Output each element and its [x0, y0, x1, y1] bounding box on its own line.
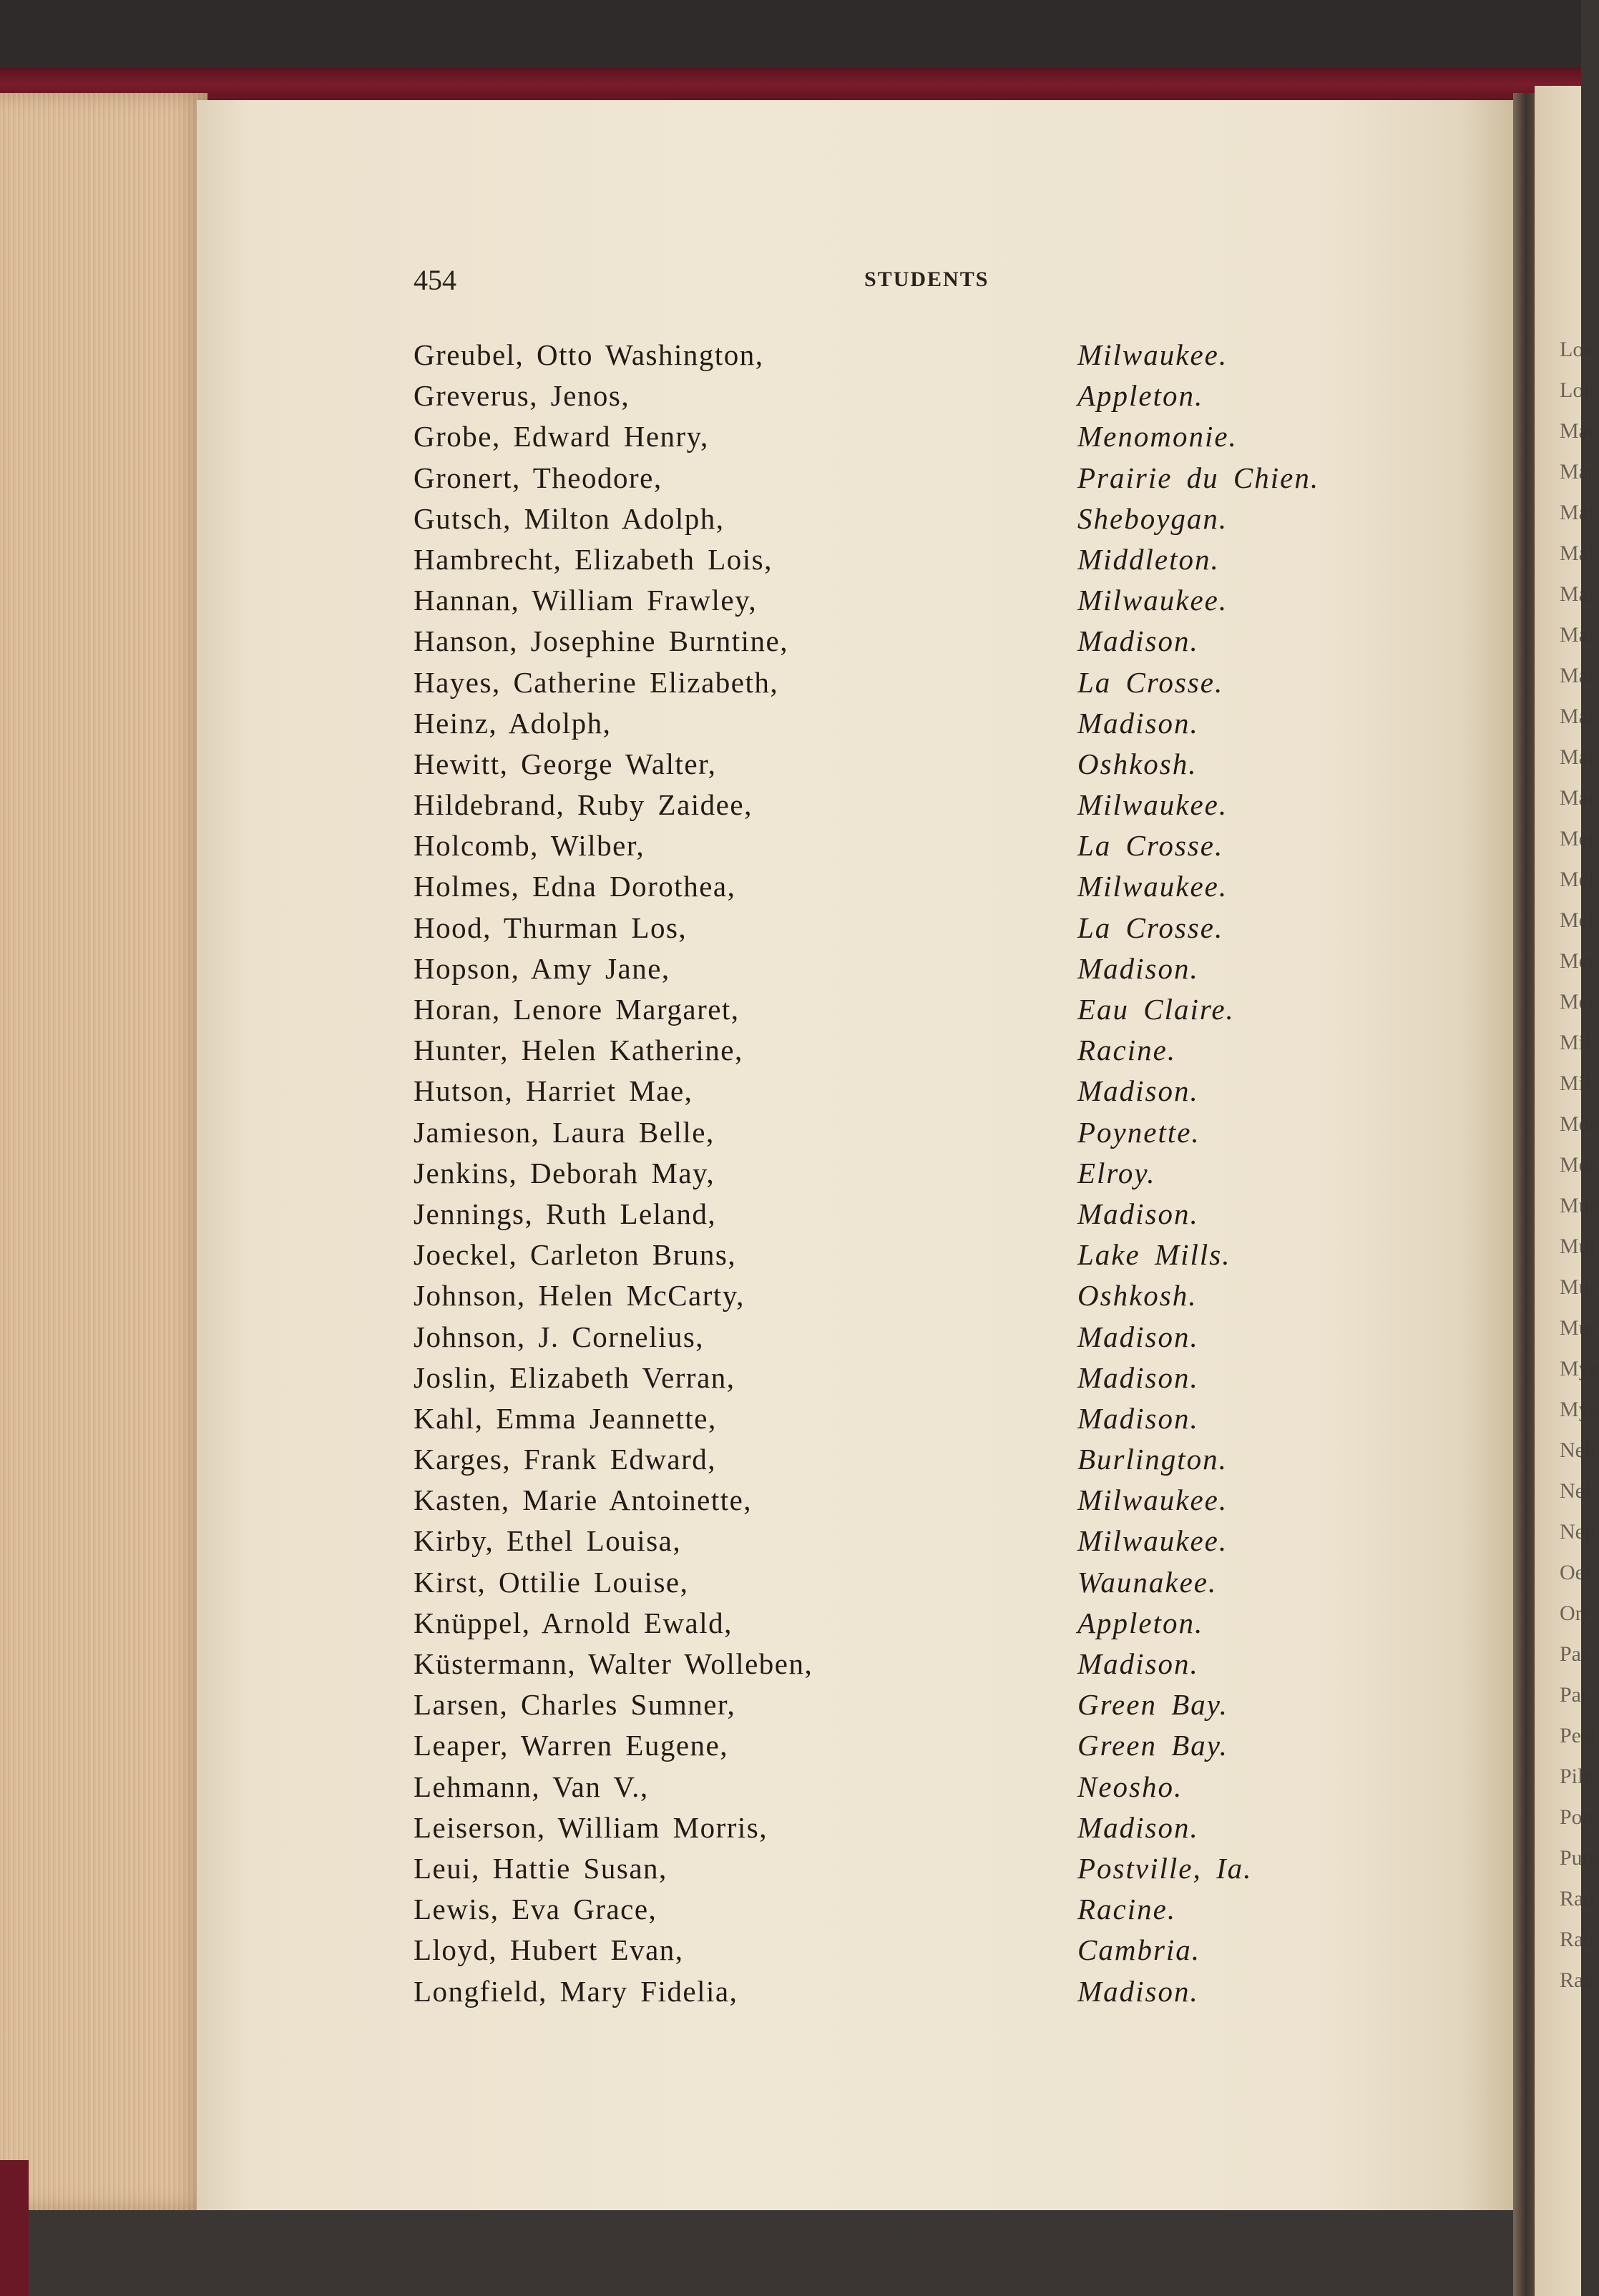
facing-page-fragment: Lou — [1560, 378, 1595, 402]
student-hometown: La Crosse. — [1077, 911, 1224, 944]
student-hometown: La Crosse. — [1077, 665, 1224, 699]
student-entry — [414, 583, 1429, 624]
facing-page-fragment: Mac — [1560, 419, 1598, 443]
student-entry — [414, 788, 1429, 828]
student-entry — [414, 542, 1429, 583]
facing-page-fragment: Los — [1560, 338, 1592, 361]
student-name: Larsen, Charles Sumner, — [414, 1688, 736, 1722]
student-name: Kirst, Ottilie Louise, — [414, 1565, 689, 1599]
facing-page-fragment: Mar — [1560, 582, 1595, 606]
facing-page-fragment: Mei — [1560, 827, 1595, 850]
facing-page-fragment: Mel — [1560, 868, 1595, 891]
student-hometown: Racine. — [1077, 1034, 1177, 1067]
student-entry — [414, 624, 1429, 664]
student-hometown: Milwaukee. — [1077, 788, 1228, 822]
facing-page-fragment: Orr — [1560, 1601, 1590, 1625]
student-name: Hutson, Harriet Mae, — [414, 1074, 693, 1108]
student-name: Joslin, Elizabeth Verran, — [414, 1360, 735, 1394]
facing-page-text-fragments — [1560, 329, 1599, 2001]
page-edges — [0, 93, 207, 2210]
student-name: Lewis, Eva Grace, — [414, 1893, 657, 1926]
student-entry — [414, 1933, 1429, 1973]
student-name: Holcomb, Wilber, — [414, 829, 645, 863]
student-name: Greverus, Jenos, — [414, 379, 630, 413]
student-hometown: Milwaukee. — [1077, 1483, 1228, 1517]
student-entry — [414, 1197, 1429, 1237]
student-entry — [414, 828, 1429, 869]
student-name: Hunter, Helen Katherine, — [414, 1034, 743, 1067]
facing-page-fragment: Mye — [1560, 1357, 1599, 1380]
student-entry — [414, 1606, 1429, 1647]
student-hometown: Appleton. — [1077, 1606, 1204, 1639]
facing-page-fragment: Mar — [1560, 705, 1595, 728]
student-name: Küstermann, Walter Wolleben, — [414, 1647, 813, 1680]
student-entry — [414, 747, 1429, 788]
student-entry — [414, 1892, 1429, 1933]
student-hometown: Madison. — [1077, 1401, 1199, 1435]
facing-page-fragment: Pesl — [1560, 1724, 1596, 1747]
student-name: Jenkins, Deborah May, — [414, 1156, 715, 1189]
student-entry — [414, 1237, 1429, 1278]
student-entry — [414, 1728, 1429, 1769]
student-entry — [414, 461, 1429, 501]
facing-page-fragment: Rah — [1560, 1928, 1595, 1951]
student-entry — [414, 1810, 1429, 1851]
student-entry — [414, 665, 1429, 706]
student-hometown: Madison. — [1077, 1320, 1199, 1353]
student-hometown: Postville, Ia. — [1077, 1851, 1253, 1885]
student-name: Jamieson, Laura Belle, — [414, 1115, 715, 1149]
student-name: Kirby, Ethel Louisa, — [414, 1524, 682, 1558]
student-hometown: Prairie du Chien. — [1077, 461, 1320, 494]
student-entry — [414, 1156, 1429, 1197]
student-hometown: Appleton. — [1077, 379, 1204, 413]
facing-page-fragment: Mer — [1560, 949, 1595, 973]
facing-page-fragment: Neb — [1560, 1438, 1595, 1462]
student-hometown: Burlington. — [1077, 1443, 1228, 1476]
student-hometown: Madison. — [1077, 951, 1199, 985]
student-name: Grobe, Edward Henry, — [414, 420, 709, 453]
facing-page-fragment: Mye — [1560, 1398, 1599, 1421]
running-head: STUDENTS — [864, 268, 989, 291]
student-name: Knüppel, Arnold Ewald, — [414, 1606, 733, 1639]
student-entry — [414, 1401, 1429, 1442]
student-hometown: Lake Mills. — [1077, 1238, 1231, 1272]
facing-page-fragment: Rad — [1560, 1887, 1595, 1910]
student-hometown: Madison. — [1077, 1074, 1199, 1108]
student-name: Holmes, Edna Dorothea, — [414, 870, 736, 903]
student-entry — [414, 378, 1429, 419]
student-hometown: Poynette. — [1077, 1115, 1201, 1149]
book-cover-edge — [0, 68, 1581, 104]
student-hometown: Middleton. — [1077, 542, 1220, 576]
student-hometown: Madison. — [1077, 1810, 1199, 1844]
facing-page-fragment: Mal — [1560, 541, 1595, 565]
student-hometown: Milwaukee. — [1077, 1524, 1228, 1558]
facing-page-fragment: Nel — [1560, 1479, 1591, 1503]
book-cover-corner — [0, 2160, 29, 2296]
student-entry — [414, 338, 1429, 378]
student-hometown: Sheboygan. — [1077, 501, 1228, 535]
facing-page-fragment: Mar — [1560, 623, 1595, 647]
student-name: Joeckel, Carleton Bruns, — [414, 1238, 737, 1272]
facing-page-fragment: Mat — [1560, 745, 1595, 769]
facing-page-fragment: Pop — [1560, 1805, 1593, 1829]
student-hometown: Madison. — [1077, 1647, 1199, 1680]
student-entry — [414, 501, 1429, 542]
student-name: Hambrecht, Elizabeth Lois, — [414, 542, 773, 576]
facing-page-fragment: Moe — [1560, 1112, 1599, 1136]
student-hometown: Madison. — [1077, 1974, 1199, 2008]
student-hometown: Madison. — [1077, 1360, 1199, 1394]
student-entry — [414, 951, 1429, 992]
student-entry — [414, 1033, 1429, 1074]
student-list — [414, 338, 1429, 2015]
facing-page-fragment: Mil — [1560, 1071, 1591, 1095]
student-hometown: Eau Claire. — [1077, 993, 1235, 1026]
student-entry — [414, 992, 1429, 1033]
student-name: Hopson, Amy Jane, — [414, 951, 670, 985]
student-name: Hewitt, George Walter, — [414, 747, 717, 780]
student-hometown: Waunakee. — [1077, 1565, 1218, 1599]
student-hometown: Green Bay. — [1077, 1729, 1228, 1762]
student-entry — [414, 419, 1429, 460]
facing-page-fragment: Oel — [1560, 1561, 1591, 1584]
student-entry — [414, 1524, 1429, 1564]
student-name: Johnson, Helen McCarty, — [414, 1279, 745, 1313]
student-name: Leui, Hattie Susan, — [414, 1851, 668, 1885]
facing-page-fragment: Pilg — [1560, 1765, 1595, 1788]
student-name: Leiserson, William Morris, — [414, 1810, 768, 1844]
student-hometown: Milwaukee. — [1077, 338, 1228, 371]
student-entry — [414, 1687, 1429, 1728]
facing-page-fragment: Mai — [1560, 501, 1595, 524]
student-hometown: Madison. — [1077, 706, 1199, 740]
student-entry — [414, 1483, 1429, 1524]
facing-page-fragment: Mue — [1560, 1194, 1599, 1217]
facing-page-fragment: Par — [1560, 1683, 1588, 1707]
facing-page-fragment: Mil — [1560, 1031, 1591, 1054]
student-name: Kasten, Marie Antoinette, — [414, 1483, 753, 1517]
facing-page-fragment: Ran — [1560, 1968, 1595, 1992]
student-hometown: Green Bay. — [1077, 1688, 1228, 1722]
student-entry — [414, 1278, 1429, 1319]
student-name: Hannan, William Frawley, — [414, 584, 758, 617]
student-name: Lloyd, Hubert Evan, — [414, 1933, 684, 1967]
facing-page-fragment: Mor — [1560, 1153, 1597, 1177]
student-hometown: Neosho. — [1077, 1770, 1183, 1803]
student-hometown: Cambria. — [1077, 1933, 1201, 1967]
student-name: Jennings, Ruth Leland, — [414, 1197, 717, 1230]
student-name: Hayes, Catherine Elizabeth, — [414, 665, 779, 699]
student-entry — [414, 1647, 1429, 1687]
student-name: Hanson, Josephine Burntine, — [414, 624, 788, 658]
student-hometown: La Crosse. — [1077, 829, 1224, 863]
page-number: 454 — [414, 264, 456, 296]
student-entry — [414, 1320, 1429, 1360]
student-hometown: Milwaukee. — [1077, 584, 1228, 617]
student-entry — [414, 911, 1429, 951]
student-name: Johnson, J. Cornelius, — [414, 1320, 705, 1353]
facing-page-fragment: Mur — [1560, 1316, 1597, 1340]
book-gutter — [1513, 93, 1535, 2296]
student-hometown: Racine. — [1077, 1893, 1177, 1926]
student-hometown: Elroy. — [1077, 1156, 1156, 1189]
student-name: Hood, Thurman Los, — [414, 911, 688, 944]
facing-page-fragment: Mul — [1560, 1235, 1596, 1258]
student-name: Gutsch, Milton Adolph, — [414, 501, 725, 535]
facing-page-fragment: Nep — [1560, 1520, 1595, 1544]
student-entry — [414, 1851, 1429, 1892]
student-entry — [414, 1974, 1429, 2015]
student-name: Karges, Frank Edward, — [414, 1443, 717, 1476]
student-name: Greubel, Otto Washington, — [414, 338, 764, 371]
facing-page-fragment: Mar — [1560, 664, 1595, 687]
student-name: Leaper, Warren Eugene, — [414, 1729, 728, 1762]
student-entry — [414, 1442, 1429, 1483]
student-name: Lehmann, Van V., — [414, 1770, 649, 1803]
facing-page-fragment: Mac — [1560, 460, 1598, 484]
student-name: Hildebrand, Ruby Zaidee, — [414, 788, 753, 822]
facing-page-fragment: Mur — [1560, 1275, 1597, 1299]
student-entry — [414, 1115, 1429, 1156]
student-hometown: Menomonie. — [1077, 420, 1238, 453]
facing-page-fragment: Mel — [1560, 908, 1595, 932]
facing-page-fragment: Putn — [1560, 1846, 1599, 1870]
student-name: Kahl, Emma Jeannette, — [414, 1401, 717, 1435]
student-entry — [414, 1074, 1429, 1114]
facing-page-fragment: Par — [1560, 1642, 1588, 1666]
student-hometown: Milwaukee. — [1077, 870, 1228, 903]
student-name: Horan, Lenore Margaret, — [414, 993, 740, 1026]
facing-page-fragment: Mar — [1560, 786, 1595, 810]
student-entry — [414, 1565, 1429, 1606]
student-hometown: Oshkosh. — [1077, 747, 1198, 780]
student-entry — [414, 1360, 1429, 1401]
student-name: Heinz, Adolph, — [414, 706, 612, 740]
student-name: Gronert, Theodore, — [414, 461, 662, 494]
student-hometown: Madison. — [1077, 1197, 1199, 1230]
student-hometown: Oshkosh. — [1077, 1279, 1198, 1313]
student-entry — [414, 869, 1429, 910]
facing-page-fragment: Mer — [1560, 990, 1595, 1014]
student-hometown: Madison. — [1077, 624, 1199, 658]
student-name: Longfield, Mary Fidelia, — [414, 1974, 738, 2008]
student-entry — [414, 1770, 1429, 1810]
student-entry — [414, 706, 1429, 747]
